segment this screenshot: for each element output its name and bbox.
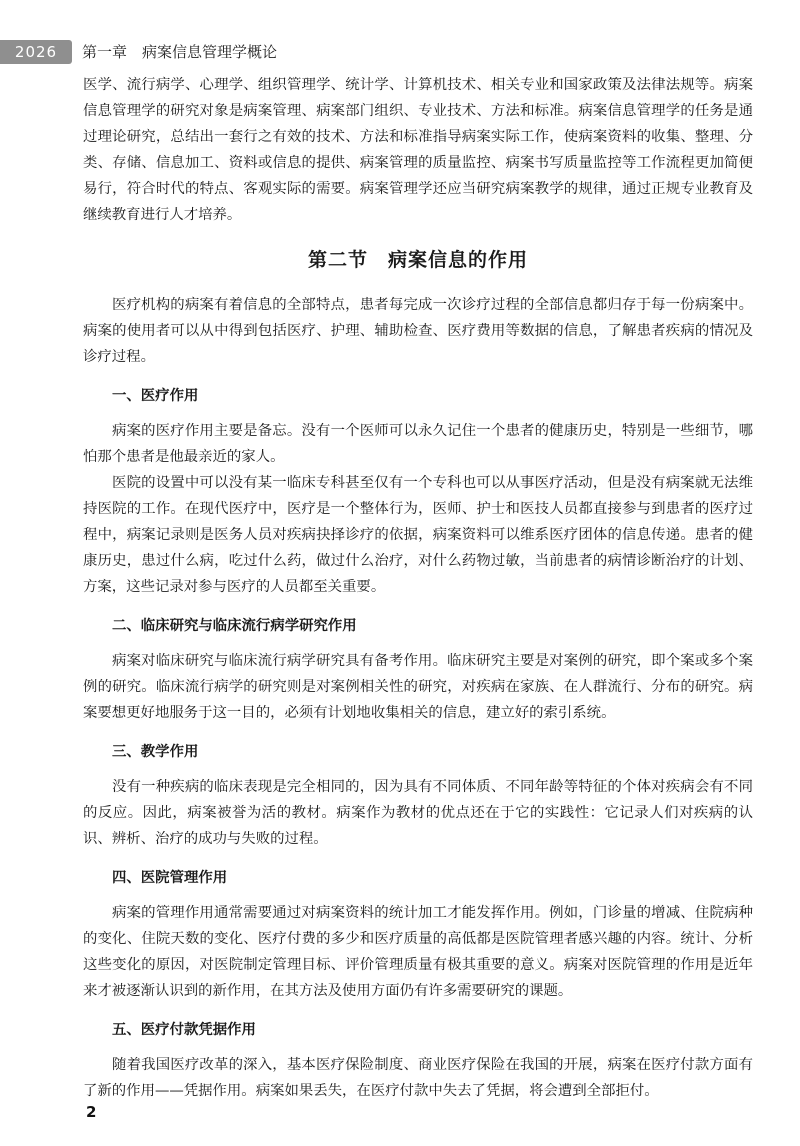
subsection-heading-teaching: 三、教学作用 [112, 744, 199, 760]
subsection-heading-research: 二、临床研究与临床流行病学研究作用 [112, 618, 357, 634]
page-body [83, 72, 753, 1104]
intro-paragraph: 医学、流行病学、心理学、组织管理学、统计学、计算机技术、相关专业和国家政策及法律法规等。病案信息管理学的研究对象是病案管理、病案部门组织、专业技术、方法和标准。病案信息管理学的任务是通过理论研究，总结出一套行之有效的技术、方法和标准指导病案实际工作，使病案资料的收集、整理、分类、存储、信息加工、资料或信息的提供、病案管理的质量监控、病案书写质量监控等工作流程更加简便易行，符合时代的特点、客观实际的需要。病案管理学还应当研究病案教学的规律，通过正规专业教育及继续教育进行人才培养。 [83, 77, 753, 223]
section-title: 第二节 病案信息的作用 [307, 249, 528, 271]
section-lead-paragraph: 医疗机构的病案有着信息的全部特点，患者每完成一次诊疗过程的全部信息都归存于每一份病案中。病案的使用者可以从中得到包括医疗、护理、辅助检查、医疗费用等数据的信息，了解患者疾病的情况及诊疗过程。 [83, 297, 753, 365]
subsection-heading-medical: 一、医疗作用 [112, 388, 199, 404]
paragraph-teaching: 没有一种疾病的临床表现是完全相同的，因为具有不同体质、不同年龄等特征的个体对疾病会有不同的反应。因此，病案被誉为活的教材。病案作为教材的优点还在于它的实践性：它记录人们对疾病的认识、辨析、治疗的成功与失败的过程。 [83, 779, 753, 847]
subsection-heading-management: 四、医院管理作用 [112, 870, 228, 886]
paragraph-research: 病案对临床研究与临床流行病学研究具有备考作用。临床研究主要是对案例的研究，即个案或多个案例的研究。临床流行病学的研究则是对案例相关性的研究，对疾病在家族、在人群流行、分布的研究。病案要想更好地服务于这一目的，必须有计划地收集相关的信息，建立好的索引系统。 [83, 653, 753, 721]
chapter-title: 第一章 病案信息管理学概论 [82, 43, 278, 61]
paragraph-management: 病案的管理作用通常需要通过对病案资料的统计加工才能发挥作用。例如，门诊量的增减、住院病种的变化、住院天数的变化、医疗付费的多少和医疗质量的高低都是医院管理者感兴趣的内容。统计、分析这些变化的原因，对医院制定管理目标、评价管理质量有极其重要的意义。病案对医院管理的作用是近年来才被逐渐认识到的新作用，在其方法及使用方面仍有许多需要研究的课题。 [83, 905, 753, 999]
paragraph-medical-1: 病案的医疗作用主要是备忘。没有一个医师可以永久记住一个患者的健康历史，特别是一些细节，哪怕那个患者是他最亲近的家人。 [83, 423, 753, 465]
subsection-heading-payment: 五、医疗付款凭据作用 [112, 1022, 256, 1038]
paragraph-payment: 随着我国医疗改革的深入，基本医疗保险制度、商业医疗保险在我国的开展，病案在医疗付款方面有了新的作用——凭据作用。病案如果丢失，在医疗付款中失去了凭据，将会遭到全部拒付。 [83, 1057, 753, 1099]
year-tab: 2026 [0, 40, 72, 64]
paragraph-medical-2: 医院的设置中可以没有某一临床专科甚至仅有一个专科也可以从事医疗活动，但是没有病案就无法维持医院的工作。在现代医疗中，医疗是一个整体行为，医师、护士和医技人员都直接参与到患者的医疗过程中，病案记录则是医务人员对疾病抉择诊疗的依据，病案资料可以维系医疗团体的信息传递。患者的健康历史，患过什么病，吃过什么药，做过什么治疗，对什么药物过敏，当前患者的病情诊断治疗的计划、方案，这些记录对参与医疗的人员都至关重要。 [83, 475, 753, 595]
page-number: 2 [86, 1103, 97, 1121]
page-header [0, 40, 800, 64]
